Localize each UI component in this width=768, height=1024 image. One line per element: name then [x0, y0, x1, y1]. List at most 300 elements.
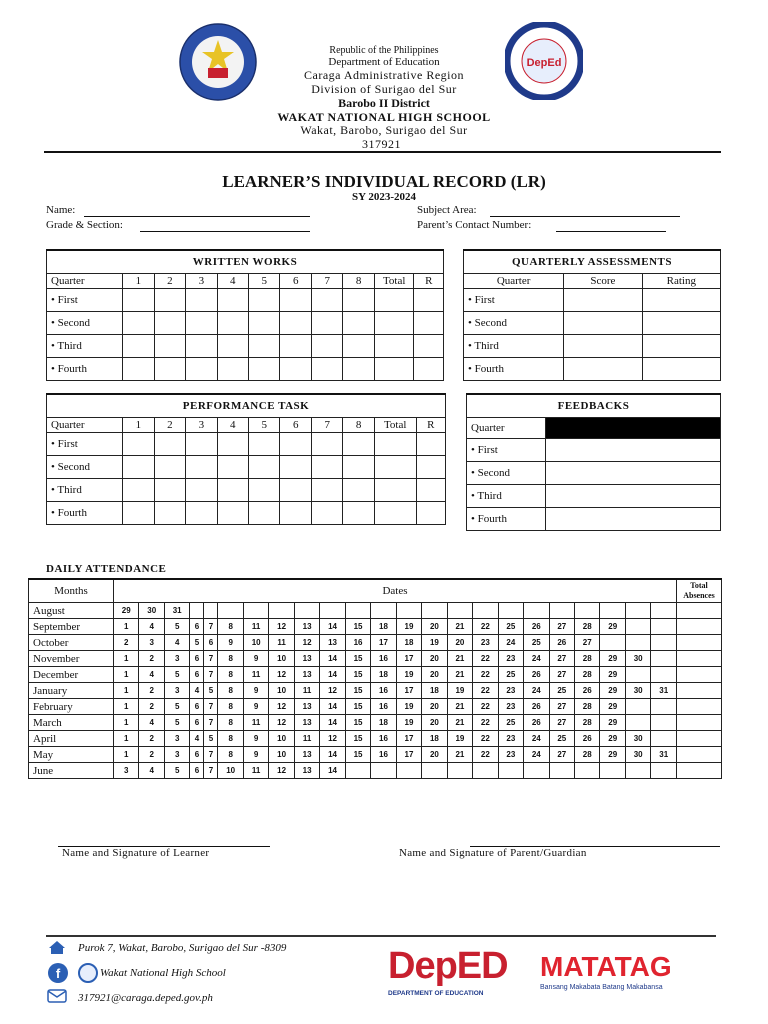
attendance-date: 1: [114, 747, 139, 763]
attendance-date: 26: [524, 619, 549, 635]
attendance-date: 1: [114, 651, 139, 667]
attendance-empty-cell: [549, 603, 574, 619]
attendance-date: 18: [396, 635, 421, 651]
attendance-empty-cell: [422, 603, 447, 619]
ww-header-3: 3: [186, 274, 217, 289]
attendance-date: 5: [204, 683, 218, 699]
attendance-date: 1: [114, 731, 139, 747]
footer-email[interactable]: 317921@caraga.deped.gov.ph: [78, 992, 213, 1004]
attendance-total-cell[interactable]: [677, 763, 722, 779]
attendance-date: 5: [164, 763, 189, 779]
pt-row-fourth: • Fourth: [47, 502, 123, 525]
attendance-total-cell[interactable]: [677, 731, 722, 747]
attendance-month: June: [29, 763, 114, 779]
attendance-date: 31: [651, 747, 677, 763]
attendance-empty-cell: [625, 603, 650, 619]
attendance-date: 12: [269, 699, 294, 715]
attendance-date: 5: [164, 715, 189, 731]
attendance-date: 25: [524, 635, 549, 651]
attendance-date: 16: [371, 731, 396, 747]
attendance-date: 25: [549, 731, 574, 747]
attendance-date: 18: [371, 667, 396, 683]
attendance-empty-cell: [625, 635, 650, 651]
attendance-date: 7: [204, 667, 218, 683]
attendance-date: 15: [345, 619, 370, 635]
attendance-date: 27: [549, 651, 574, 667]
deped-logo: [388, 946, 506, 1002]
attendance-date: 18: [422, 731, 447, 747]
attendance-empty-cell: [651, 731, 677, 747]
attendance-date: 19: [396, 667, 421, 683]
attendance-empty-cell: [190, 603, 204, 619]
grade-section-label: Grade & Section:: [46, 219, 123, 231]
attendance-empty-cell: [651, 667, 677, 683]
attendance-date: 29: [600, 667, 625, 683]
attendance-empty-cell: [549, 763, 574, 779]
name-label: Name:: [46, 204, 76, 216]
pt-header-7: 7: [311, 418, 342, 433]
pt-header-8: 8: [343, 418, 374, 433]
attendance-date: 3: [164, 747, 189, 763]
attendance-date: 6: [190, 763, 204, 779]
matatag-logo: [540, 952, 700, 998]
attendance-month: December: [29, 667, 114, 683]
attendance-date: 11: [294, 731, 319, 747]
attendance-date: 16: [371, 699, 396, 715]
attendance-row: [29, 731, 722, 747]
attendance-date: 29: [600, 619, 625, 635]
written-works-table: [46, 249, 444, 381]
attendance-date: 5: [190, 635, 204, 651]
page-title: LEARNER’S INDIVIDUAL RECORD (LR): [222, 172, 546, 191]
attendance-date: 7: [204, 699, 218, 715]
fb-header-quarter: Quarter: [467, 418, 546, 439]
attendance-date: 7: [204, 651, 218, 667]
attendance-date: 25: [498, 715, 523, 731]
attendance-date: 12: [269, 667, 294, 683]
deped-logo-text: DepED: [388, 945, 508, 987]
attendance-date: 4: [190, 731, 204, 747]
ww-row-second: • Second: [47, 312, 123, 335]
attendance-date: 30: [139, 603, 164, 619]
attendance-date: 4: [190, 683, 204, 699]
attendance-empty-cell: [651, 763, 677, 779]
fb-row-third: • Third: [467, 485, 546, 508]
attendance-date: 29: [600, 715, 625, 731]
attendance-date: 6: [190, 715, 204, 731]
attendance-total-cell[interactable]: [677, 683, 722, 699]
email-icon: [47, 988, 67, 1004]
attendance-date: 24: [524, 747, 549, 763]
attendance-date: 2: [139, 731, 164, 747]
attendance-date: 12: [269, 619, 294, 635]
attendance-date: 29: [600, 651, 625, 667]
pt-header-quarter: Quarter: [47, 418, 123, 433]
attendance-date: 30: [625, 651, 650, 667]
attendance-row: [29, 683, 722, 699]
attendance-date: 9: [243, 699, 268, 715]
qa-row-fourth: • Fourth: [464, 358, 564, 381]
school-year: SY 2023-2024: [351, 191, 417, 203]
attendance-empty-cell: [651, 635, 677, 651]
fb-header-shaded: [546, 418, 721, 439]
pt-row-third: • Third: [47, 479, 123, 502]
attendance-date: 13: [294, 619, 319, 635]
attendance-date: 8: [218, 651, 243, 667]
ww-row-fourth: • Fourth: [47, 358, 123, 381]
attendance-date: 11: [243, 763, 268, 779]
attendance-date: 23: [498, 731, 523, 747]
attendance-row: [29, 651, 722, 667]
facebook-icon[interactable]: [47, 962, 69, 984]
performance-title: PERFORMANCE TASK: [47, 394, 446, 418]
attendance-date: 10: [269, 747, 294, 763]
attendance-empty-cell: [625, 667, 650, 683]
footer-facebook[interactable]: Wakat National High School: [100, 967, 226, 979]
attendance-date: 13: [294, 651, 319, 667]
fb-row-second: • Second: [467, 462, 546, 485]
attendance-month: November: [29, 651, 114, 667]
attendance-date: 8: [218, 683, 243, 699]
attendance-date: 11: [243, 667, 268, 683]
attendance-date: 10: [269, 651, 294, 667]
header-division: Division of Surigao del Sur: [311, 82, 457, 96]
attendance-date: 14: [320, 651, 345, 667]
attendance-date: 20: [422, 667, 447, 683]
attendance-empty-cell: [498, 763, 523, 779]
ww-header-5: 5: [249, 274, 280, 289]
attendance-date: 6: [190, 699, 204, 715]
attendance-date: 20: [422, 651, 447, 667]
attendance-date: 12: [269, 715, 294, 731]
attendance-date: 2: [139, 699, 164, 715]
attendance-date: 19: [447, 731, 472, 747]
attendance-date: 10: [269, 683, 294, 699]
attendance-date: 26: [524, 699, 549, 715]
att-header-total: Total Absences: [677, 579, 722, 603]
attendance-date: 27: [549, 747, 574, 763]
attendance-date: 25: [498, 667, 523, 683]
attendance-date: 24: [524, 683, 549, 699]
attendance-total-cell[interactable]: [677, 747, 722, 763]
attendance-date: 12: [294, 635, 319, 651]
learner-signature-label: Name and Signature of Learner: [62, 847, 210, 859]
attendance-month: May: [29, 747, 114, 763]
attendance-date: 1: [114, 619, 139, 635]
attendance-date: 21: [447, 715, 472, 731]
attendance-date: 16: [371, 747, 396, 763]
attendance-date: 16: [345, 635, 370, 651]
attendance-date: 12: [320, 731, 345, 747]
attendance-date: 23: [498, 683, 523, 699]
att-header-months: Months: [29, 579, 114, 603]
grade-section-field[interactable]: [140, 231, 310, 232]
attendance-date: 22: [473, 747, 498, 763]
qa-header-quarter: Quarter: [464, 274, 564, 289]
ww-row-third: • Third: [47, 335, 123, 358]
attendance-date: 27: [549, 715, 574, 731]
attendance-date: 28: [575, 651, 600, 667]
attendance-date: 28: [575, 699, 600, 715]
attendance-date: 8: [218, 667, 243, 683]
attendance-date: 14: [320, 667, 345, 683]
attendance-row: [29, 619, 722, 635]
attendance-date: 15: [345, 699, 370, 715]
attendance-date: 13: [294, 667, 319, 683]
matatag-logo-tagline: Bansang Makabata Batang Makabansa: [540, 984, 663, 991]
svg-text:DepEd: DepEd: [526, 57, 562, 69]
pt-header-1: 1: [123, 418, 154, 433]
quarterly-assessments-table: [463, 249, 721, 381]
attendance-date: 1: [114, 715, 139, 731]
attendance-date: 23: [498, 651, 523, 667]
pt-header-total: Total: [374, 418, 416, 433]
pt-header-r: R: [416, 418, 445, 433]
attendance-date: 17: [371, 635, 396, 651]
pt-header-4: 4: [217, 418, 248, 433]
attendance-date: 30: [625, 731, 650, 747]
attendance-date: 14: [320, 619, 345, 635]
feedbacks-title: FEEDBACKS: [467, 394, 721, 418]
attendance-date: 29: [600, 699, 625, 715]
fb-row-first: • First: [467, 439, 546, 462]
attendance-date: 26: [549, 635, 574, 651]
attendance-empty-cell: [625, 699, 650, 715]
attendance-empty-cell: [371, 763, 396, 779]
attendance-date: 17: [396, 651, 421, 667]
subject-area-field[interactable]: [490, 216, 680, 217]
attendance-date: 10: [218, 763, 243, 779]
header-district: Barobo II District: [338, 96, 430, 110]
attendance-total-cell[interactable]: [677, 715, 722, 731]
attendance-empty-cell: [345, 763, 370, 779]
attendance-date: 18: [371, 619, 396, 635]
attendance-date: 11: [243, 715, 268, 731]
written-works-title: WRITTEN WORKS: [47, 250, 444, 274]
attendance-date: 15: [345, 651, 370, 667]
attendance-date: 3: [164, 731, 189, 747]
attendance-date: 7: [204, 747, 218, 763]
attendance-date: 6: [190, 667, 204, 683]
attendance-empty-cell: [600, 603, 625, 619]
attendance-table: [28, 578, 722, 779]
attendance-date: 29: [600, 747, 625, 763]
attendance-date: 20: [422, 619, 447, 635]
attendance-date: 6: [190, 651, 204, 667]
attendance-empty-cell: [651, 651, 677, 667]
attendance-date: 7: [204, 715, 218, 731]
attendance-date: 26: [575, 683, 600, 699]
attendance-date: 13: [294, 699, 319, 715]
location-icon: [47, 938, 67, 956]
attendance-date: 4: [139, 667, 164, 683]
pt-header-2: 2: [154, 418, 185, 433]
attendance-empty-cell: [269, 603, 294, 619]
attendance-row: [29, 747, 722, 763]
attendance-total-cell[interactable]: [677, 603, 722, 619]
attendance-date: 19: [422, 635, 447, 651]
attendance-date: 9: [243, 731, 268, 747]
attendance-date: 6: [190, 619, 204, 635]
attendance-date: 22: [473, 619, 498, 635]
attendance-date: 29: [600, 731, 625, 747]
attendance-empty-cell: [498, 603, 523, 619]
attendance-month: August: [29, 603, 114, 619]
matatag-logo-text: MATATAG: [540, 951, 672, 982]
attendance-date: 1: [114, 699, 139, 715]
qa-header-score: Score: [564, 274, 642, 289]
attendance-date: 4: [139, 715, 164, 731]
att-header-dates: Dates: [114, 579, 677, 603]
attendance-empty-cell: [396, 603, 421, 619]
attendance-date: 28: [575, 667, 600, 683]
attendance-date: 2: [139, 683, 164, 699]
attendance-date: 22: [473, 683, 498, 699]
attendance-empty-cell: [600, 763, 625, 779]
attendance-date: 17: [396, 683, 421, 699]
attendance-date: 15: [345, 667, 370, 683]
name-field[interactable]: [84, 216, 310, 217]
attendance-date: 13: [320, 635, 345, 651]
attendance-date: 19: [447, 683, 472, 699]
pt-row-second: • Second: [47, 456, 123, 479]
attendance-date: 24: [524, 651, 549, 667]
attendance-date: 7: [204, 763, 218, 779]
attendance-date: 29: [600, 683, 625, 699]
attendance-date: 10: [243, 635, 268, 651]
attendance-date: 15: [345, 731, 370, 747]
parent-contact-label: Parent’s Contact Number:: [417, 219, 532, 231]
header-address: Wakat, Barobo, Surigao del Sur: [300, 123, 468, 137]
attendance-date: 21: [447, 747, 472, 763]
ww-header-7: 7: [311, 274, 342, 289]
attendance-date: 25: [498, 619, 523, 635]
attendance-date: 4: [139, 763, 164, 779]
header-school: WAKAT NATIONAL HIGH SCHOOL: [277, 110, 491, 124]
attendance-date: 30: [625, 683, 650, 699]
attendance-date: 5: [164, 619, 189, 635]
attendance-total-cell[interactable]: [677, 699, 722, 715]
attendance-date: 6: [190, 747, 204, 763]
attendance-date: 14: [320, 715, 345, 731]
ww-row-first: • First: [47, 289, 123, 312]
attendance-empty-cell: [575, 763, 600, 779]
qa-row-first: • First: [464, 289, 564, 312]
attendance-date: 1: [114, 667, 139, 683]
attendance-date: 11: [269, 635, 294, 651]
attendance-date: 13: [294, 747, 319, 763]
attendance-empty-cell: [345, 603, 370, 619]
attendance-month: January: [29, 683, 114, 699]
attendance-month: March: [29, 715, 114, 731]
parent-contact-field[interactable]: [556, 231, 666, 232]
attendance-empty-cell: [625, 763, 650, 779]
attendance-date: 16: [371, 651, 396, 667]
header-school-id: 317921: [362, 137, 401, 151]
attendance-date: 24: [524, 731, 549, 747]
attendance-empty-cell: [294, 603, 319, 619]
attendance-empty-cell: [625, 715, 650, 731]
attendance-empty-cell: [575, 603, 600, 619]
attendance-date: 3: [164, 683, 189, 699]
attendance-date: 27: [549, 667, 574, 683]
attendance-date: 12: [269, 763, 294, 779]
attendance-date: 27: [575, 635, 600, 651]
attendance-date: 21: [447, 619, 472, 635]
ww-header-8: 8: [343, 274, 374, 289]
pt-row-first: • First: [47, 433, 123, 456]
attendance-date: 18: [371, 715, 396, 731]
attendance-date: 24: [498, 635, 523, 651]
attendance-total-cell[interactable]: [677, 619, 722, 635]
attendance-date: 10: [269, 731, 294, 747]
attendance-date: 20: [447, 635, 472, 651]
attendance-row: [29, 667, 722, 683]
attendance-row: [29, 715, 722, 731]
attendance-date: 7: [204, 619, 218, 635]
qa-row-second: • Second: [464, 312, 564, 335]
attendance-date: 15: [345, 747, 370, 763]
attendance-date: 8: [218, 747, 243, 763]
attendance-date: 4: [139, 619, 164, 635]
pt-header-3: 3: [186, 418, 217, 433]
attendance-empty-cell: [447, 603, 472, 619]
attendance-month: April: [29, 731, 114, 747]
ww-header-2: 2: [154, 274, 185, 289]
attendance-date: 22: [473, 699, 498, 715]
attendance-empty-cell: [473, 763, 498, 779]
attendance-date: 1: [114, 683, 139, 699]
attendance-date: 5: [164, 699, 189, 715]
attendance-date: 21: [447, 651, 472, 667]
attendance-date: 11: [294, 683, 319, 699]
attendance-date: 2: [139, 651, 164, 667]
attendance-date: 8: [218, 699, 243, 715]
attendance-date: 3: [139, 635, 164, 651]
attendance-empty-cell: [218, 603, 243, 619]
attendance-empty-cell: [651, 619, 677, 635]
attendance-date: 3: [164, 651, 189, 667]
attendance-date: 9: [218, 635, 243, 651]
attendance-date: 13: [294, 763, 319, 779]
header-republic: Republic of the Philippines: [329, 45, 439, 56]
attendance-date: 8: [218, 731, 243, 747]
attendance-date: 27: [549, 619, 574, 635]
header-department: Department of Education: [328, 56, 440, 68]
attendance-total-cell[interactable]: [677, 651, 722, 667]
attendance-date: 12: [320, 683, 345, 699]
attendance-date: 14: [320, 747, 345, 763]
attendance-date: 21: [447, 699, 472, 715]
ww-header-4: 4: [217, 274, 248, 289]
attendance-date: 8: [218, 715, 243, 731]
attendance-date: 22: [473, 731, 498, 747]
attendance-title: DAILY ATTENDANCE: [46, 563, 167, 575]
fb-row-fourth: • Fourth: [467, 508, 546, 531]
attendance-empty-cell: [625, 619, 650, 635]
ww-header-r: R: [414, 274, 444, 289]
attendance-date: 19: [396, 715, 421, 731]
ww-header-total: Total: [374, 274, 414, 289]
attendance-date: 18: [422, 683, 447, 699]
attendance-date: 22: [473, 667, 498, 683]
ww-header-quarter: Quarter: [47, 274, 123, 289]
attendance-date: 31: [651, 683, 677, 699]
pt-header-5: 5: [249, 418, 280, 433]
attendance-total-cell[interactable]: [677, 667, 722, 683]
attendance-date: 6: [204, 635, 218, 651]
attendance-total-cell[interactable]: [677, 635, 722, 651]
